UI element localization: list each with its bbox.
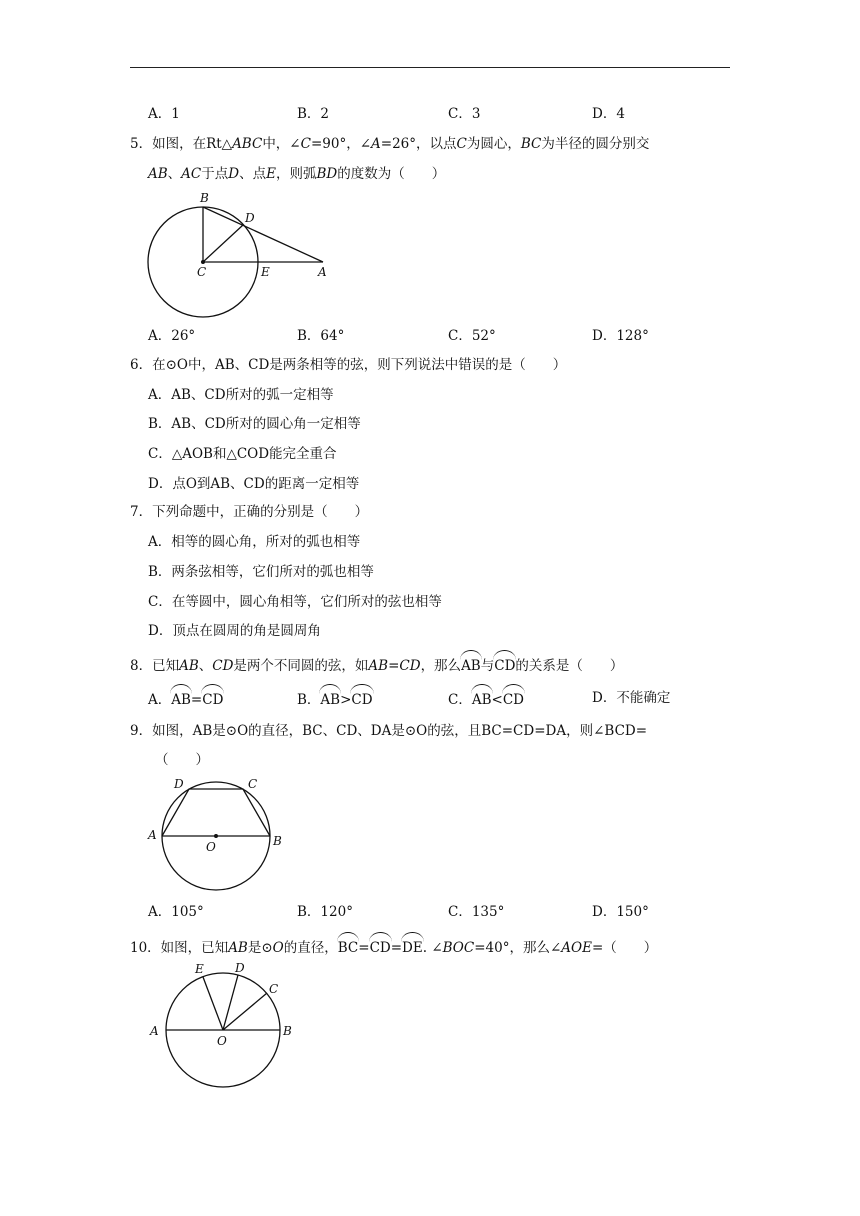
q5-label-c: C — [197, 265, 207, 279]
q9-label-o: O — [206, 840, 216, 854]
q7-option-a[interactable]: A．相等的圆心角，所对的弧也相等 — [148, 534, 361, 550]
q8-arc-cd: CD — [494, 650, 515, 675]
q7-stem: 7．下列命题中，正确的分别是（ ） — [130, 504, 369, 520]
q10-radius-od — [223, 975, 238, 1030]
q10-label-d: D — [235, 961, 245, 975]
q5-figure — [140, 188, 340, 318]
q9-chords — [162, 789, 270, 836]
q6-option-c[interactable]: C．△AOB和△COD能完全重合 — [148, 446, 337, 462]
q6-option-a[interactable]: A．AB、CD所对的弧一定相等 — [148, 387, 334, 403]
q5-label-e: E — [261, 265, 270, 279]
q9-figure — [140, 770, 300, 898]
q9-option-a[interactable]: A．105° — [148, 904, 204, 920]
q10-radius-oc — [223, 993, 267, 1030]
q5-center-dot — [201, 260, 205, 264]
header-rule — [130, 67, 730, 68]
q10-arc-de: DE — [402, 932, 423, 957]
q4-option-d[interactable]: D．4 — [592, 106, 625, 122]
q5-option-b[interactable]: B．64° — [297, 328, 345, 344]
q6-stem: 6．在⊙O中，AB、CD是两条相等的弦，则下列说法中错误的是（ ） — [130, 357, 567, 373]
q8-option-c[interactable]: C．AB<CD — [448, 684, 524, 709]
q10-figure — [140, 960, 305, 1092]
q10-radius-oe — [203, 977, 223, 1030]
q9-label-d: D — [174, 777, 184, 791]
q8-option-d[interactable]: D．不能确定 — [592, 690, 671, 706]
q9-stem-line1: 9．如图，AB是⊙O的直径，BC、CD、DA是⊙O的弦，且BC=CD=DA，则∠BCD= — [130, 723, 648, 739]
q10-label-e: E — [195, 962, 204, 976]
q5-stem-line1: 5．如图，在Rt△ABC中，∠C=90°，∠A=26°，以点C为圆心，BC为半径的圆分别交 — [130, 136, 650, 152]
q9-label-c: C — [248, 777, 258, 791]
q5-option-c[interactable]: C．52° — [448, 328, 496, 344]
q9-option-d[interactable]: D．150° — [592, 904, 649, 920]
q9-stem-line2: （ ） — [155, 752, 209, 768]
q4-option-c[interactable]: C．3 — [448, 106, 481, 122]
q10-arc-cd: CD — [370, 932, 391, 957]
q7-option-c[interactable]: C．在等圆中，圆心角相等，它们所对的弦也相等 — [148, 594, 442, 610]
q5-stem-line2: AB、AC于点D、点E，则弧BD的度数为（ ） — [148, 166, 446, 182]
q10-label-c: C — [269, 982, 279, 996]
q8-arc-ab: AB — [461, 650, 481, 675]
q5-label-d: D — [245, 211, 255, 225]
q5-option-a[interactable]: A．26° — [148, 328, 196, 344]
q5-segment-ba — [203, 207, 323, 262]
q5-label-a: A — [318, 265, 327, 279]
q4-option-a[interactable]: A．1 — [148, 106, 180, 122]
q9-label-b: B — [273, 834, 282, 848]
q5-segment-cd — [203, 225, 243, 262]
q5-label-b: B — [200, 191, 209, 205]
q10-arc-bc: BC — [338, 932, 359, 957]
q8-option-a[interactable]: A．AB=CD — [148, 684, 223, 709]
q9-option-c[interactable]: C．135° — [448, 904, 505, 920]
q6-option-b[interactable]: B．AB、CD所对的圆心角一定相等 — [148, 416, 361, 432]
q9-option-b[interactable]: B．120° — [297, 904, 353, 920]
q5-option-d[interactable]: D．128° — [592, 328, 649, 344]
q6-option-d[interactable]: D．点O到AB、CD的距离一定相等 — [148, 476, 360, 492]
q10-label-o: O — [217, 1034, 227, 1048]
q9-center-dot — [214, 834, 218, 838]
q10-stem: 10．如图，已知AB是⊙O的直径，BC=CD=DE. ∠BOC=40°，那么∠AOE=（ ） — [130, 932, 657, 957]
q8-option-b[interactable]: B．AB>CD — [297, 684, 373, 709]
q8-stem: 8．已知AB、CD是两个不同圆的弦，如AB=CD，那么AB与CD的关系是（ ） — [130, 650, 623, 675]
q9-label-a: A — [148, 828, 157, 842]
q7-option-b[interactable]: B．两条弦相等，它们所对的弧也相等 — [148, 564, 374, 580]
q10-label-b: B — [283, 1024, 292, 1038]
q10-label-a: A — [150, 1024, 159, 1038]
q7-option-d[interactable]: D．顶点在圆周的角是圆周角 — [148, 623, 321, 639]
q4-option-b[interactable]: B．2 — [297, 106, 330, 122]
